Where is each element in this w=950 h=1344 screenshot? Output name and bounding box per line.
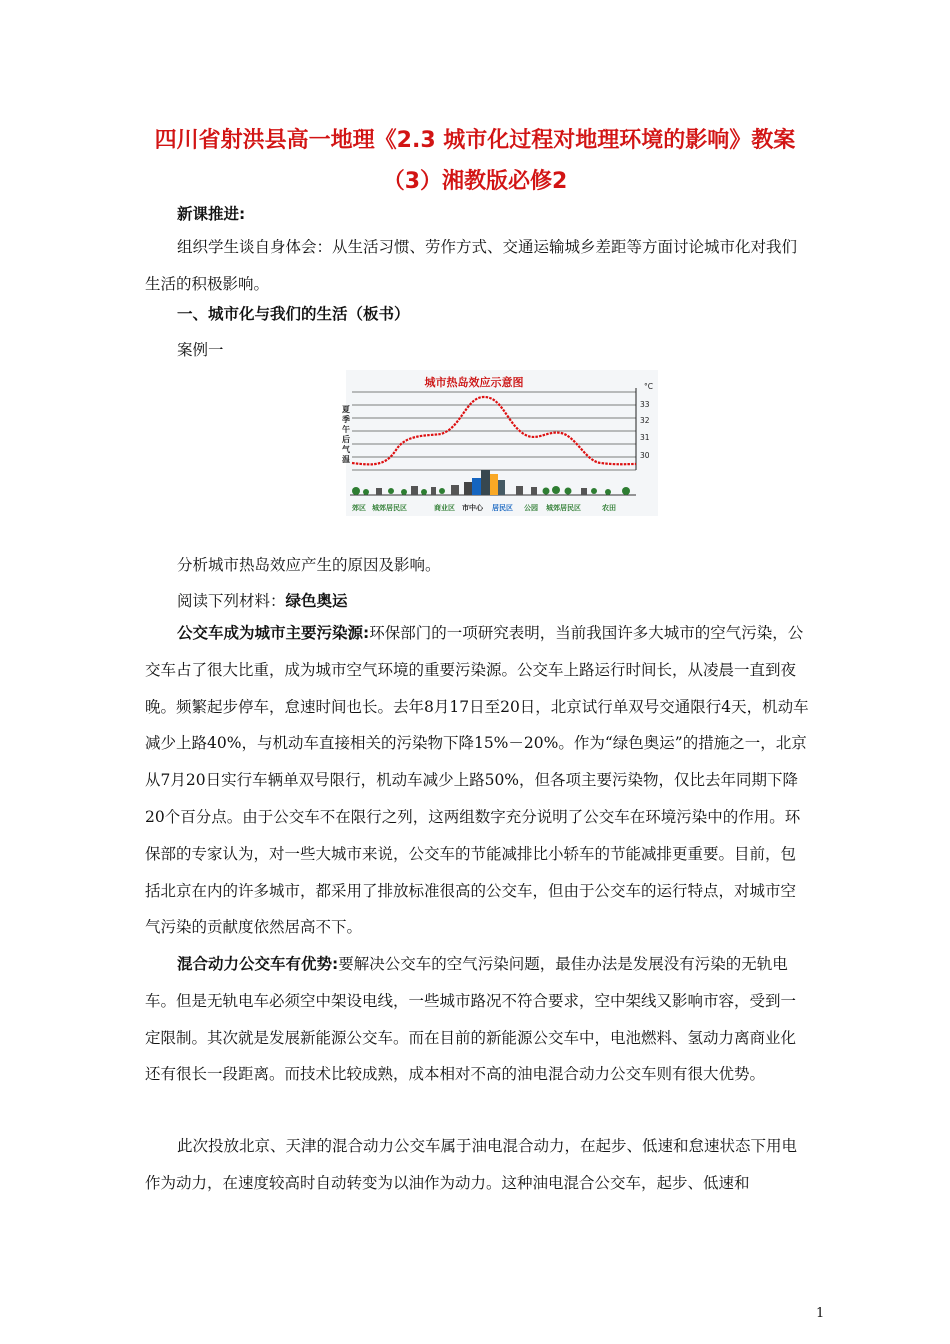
tick-label: 33	[640, 400, 650, 409]
paragraph-hybrid-detail: 此次投放北京、天津的混合动力公交车属于油电混合动力，在起步、低速和怠速状态下用电作为动力，在速度较高时自动转变为以油作为动力。这种油电混合公交车，起步、低速和	[145, 1137, 798, 1192]
zone-label: 公园	[524, 504, 538, 512]
tick-label: 31	[640, 433, 650, 442]
y-axis-label: 夏 季 午 后 气 温	[342, 405, 350, 464]
unit-label: °C	[644, 382, 653, 391]
intro-heading: 新课推进:	[177, 205, 246, 223]
case-label: 案例一	[177, 341, 224, 359]
heat-island-diagram	[342, 370, 658, 516]
section-heading: 一、城市化与我们的生活（板书）	[177, 305, 410, 323]
paragraph-body: 要解决公交车的空气污染问题，最佳办法是发展没有污染的无轨电车。但是无轨电车必须空中架设电线，一些城市路况不符合要求，空中架线又影响市容，受到一定限制。其次就是发展新能源公交车。而在目前的新能源公交车中，电池燃料、氢动力离商业化还有很长一段距离。而技术比较成熟，成本相对不高的油电混合动力公交车则有很大优势。	[145, 955, 797, 1084]
reading-line	[177, 589, 348, 611]
figure-title: 城市热岛效应示意图	[424, 376, 524, 389]
zone-label: 城郊居民区	[546, 504, 581, 512]
paragraph-body: 环保部门的一项研究表明，当前我国许多大城市的空气污染，公交车占了很大比重，成为城市空气环境的重要污染源。公交车上路运行时间长，从凌晨一直到夜晚。频繁起步停车，怠速时间也长。去年8月17日至20日，北京试行单双号交通限行4天，机动车减少上路40%，与机动车直接相关的污染物下降15%－20%。作为“绿色奥运”的措施之一，北京从7月20日实行车辆单双号限行，机动车减少上路50%，但各项主要污染物，仅比去年同期下降20个百分点。由于公交车不在限行之列，这两组数字充分说明了公交车在环境污染中的作用。环保部的专家认为，对一些大城市来说，公交车的节能减排比小轿车的节能减排更重要。目前，包括北京在内的许多城市，都采用了排放标准很高的公交车，但由于公交车的运行特点，对城市空气污染的贡献度依然居高不下。	[145, 624, 809, 937]
paragraph-lead: 混合动力公交车有优势:	[177, 955, 339, 973]
zone-label: 市中心	[462, 504, 483, 512]
zone-label: 居民区	[492, 504, 513, 512]
paragraph-lead: 公交车成为城市主要污染源:	[177, 624, 370, 642]
document-title: 四川省射洪县高一地理《2.3 城市化过程对地理环境的影响》教案（3）湘教版必修2	[154, 128, 796, 194]
tick-label: 30	[640, 451, 650, 460]
paragraph-hybrid-bus	[145, 946, 810, 1093]
reading-title: 绿色奥运	[285, 592, 348, 610]
intro-paragraph: 组织学生谈自身体会：从生活习惯、劳作方式、交通运输城乡差距等方面讨论城市化对我们生活的积极影响。	[145, 238, 798, 293]
zone-label: 郊区	[352, 504, 366, 512]
zone-label: 商业区	[434, 504, 455, 512]
paragraph-bus-pollution	[145, 615, 810, 946]
analysis-text: 分析城市热岛效应产生的原因及影响。	[177, 556, 441, 574]
page-number: 1	[816, 1306, 825, 1321]
heat-island-figure	[342, 370, 658, 516]
zone-label: 农田	[602, 504, 616, 512]
tick-label: 32	[640, 416, 650, 425]
zone-label: 城郊居民区	[372, 504, 407, 512]
reading-prefix: 阅读下列材料：	[177, 592, 286, 610]
